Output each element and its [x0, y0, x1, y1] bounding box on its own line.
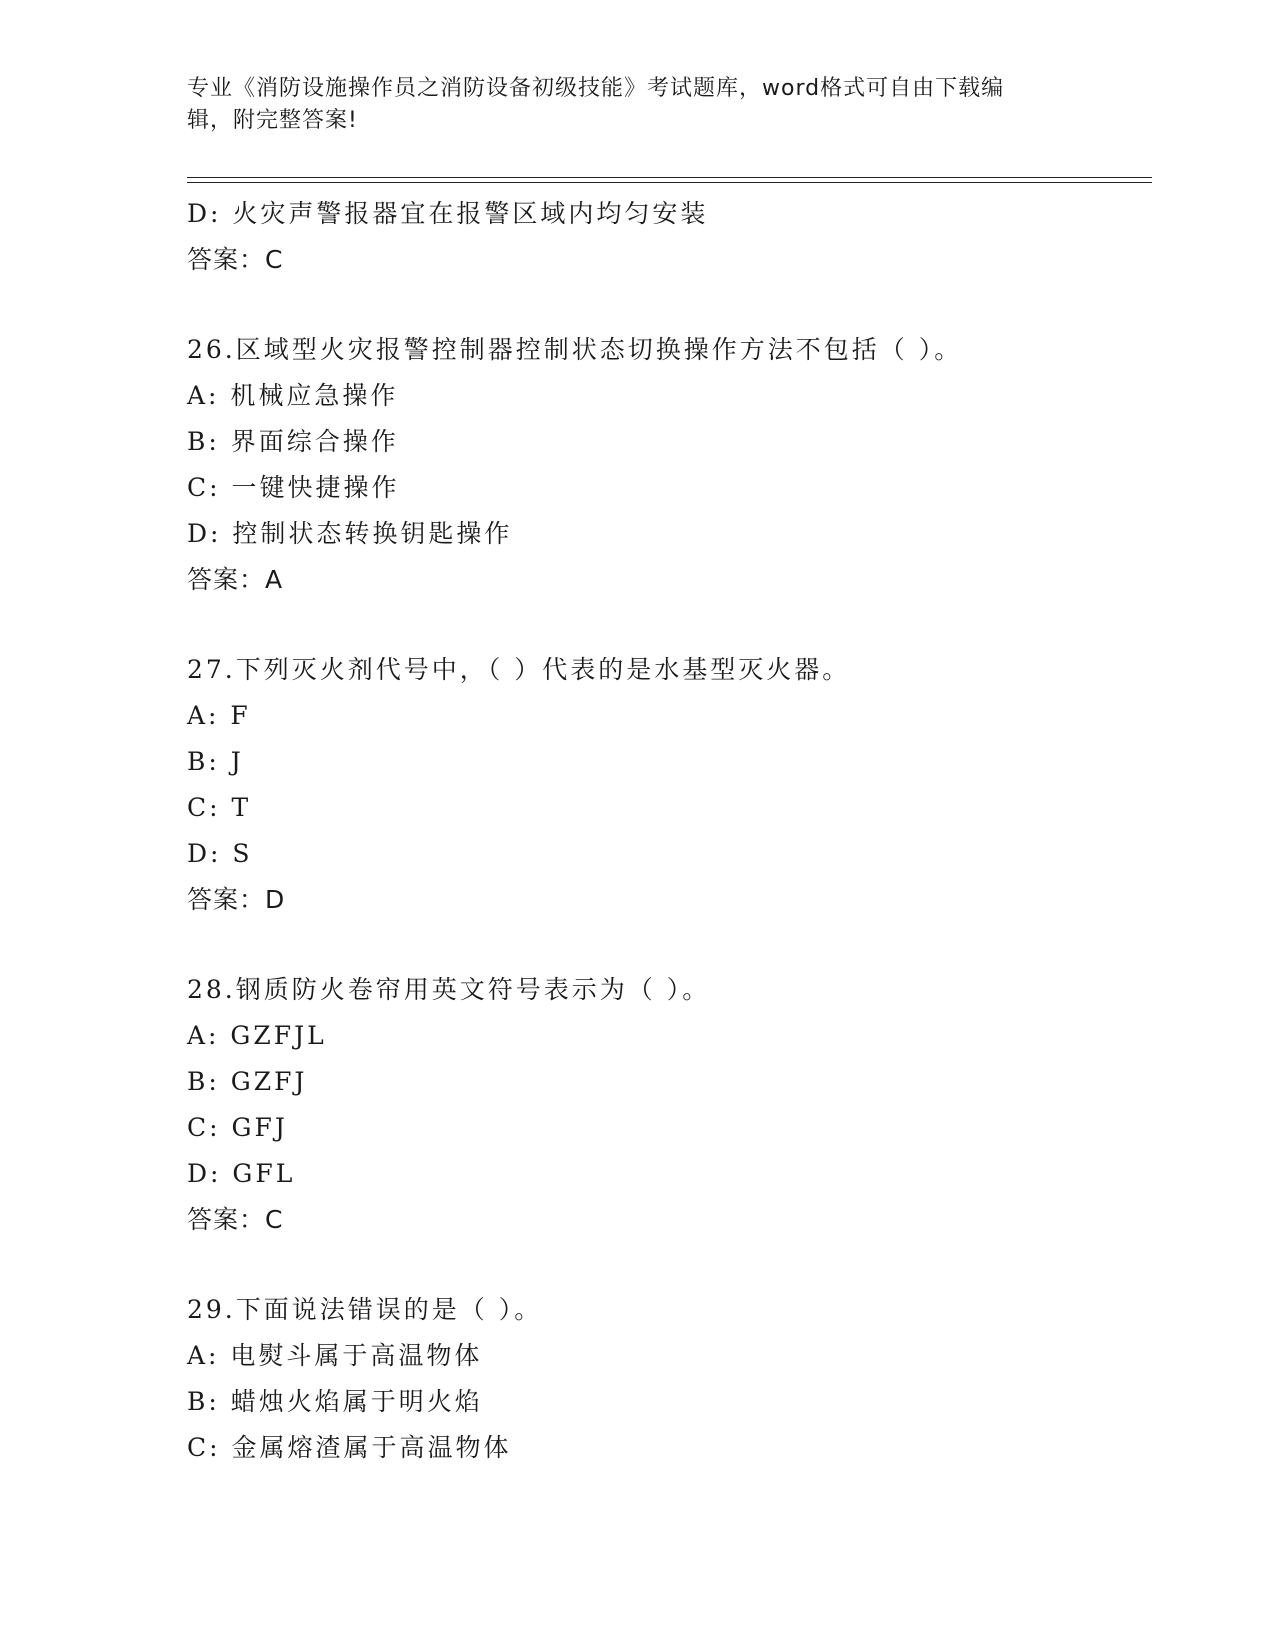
option-text: C: GFJ — [187, 1113, 288, 1142]
question-block — [187, 1287, 1152, 1471]
option-text: C: 金属熔渣属于高温物体 — [187, 1433, 512, 1462]
answer-text: 答案：C — [187, 245, 284, 274]
option-text: C: T — [187, 793, 252, 822]
option-text: D: S — [187, 839, 253, 868]
option-text: A: F — [187, 701, 251, 730]
option-text: A: 机械应急操作 — [187, 381, 399, 410]
header-divider-bottom — [187, 182, 1152, 183]
option-text: D: 控制状态转换钥匙操作 — [187, 519, 513, 548]
option-text: B: 蜡烛火焰属于明火焰 — [187, 1387, 483, 1416]
header-line-2: 辑，附完整答案! — [187, 108, 358, 133]
option-text: A: GZFJL — [187, 1021, 327, 1050]
question-text: 27.下列灭火剂代号中，（ ）代表的是水基型灭火器。 — [187, 655, 851, 684]
option-text: D: 火灾声警报器宜在报警区域内均匀安装 — [187, 199, 709, 228]
option-text: B: 界面综合操作 — [187, 427, 399, 456]
option-text: B: GZFJ — [187, 1067, 308, 1096]
question-block — [187, 327, 1152, 603]
answer-text: 答案：A — [187, 565, 284, 594]
option-text: C: 一键快捷操作 — [187, 473, 400, 502]
option-text: D: GFL — [187, 1159, 296, 1188]
answer-text: 答案：D — [187, 885, 286, 914]
header-divider-top — [187, 177, 1152, 178]
question-text: 29.下面说法错误的是（ ）。 — [187, 1295, 543, 1324]
option-text: A: 电熨斗属于高温物体 — [187, 1341, 483, 1370]
question-block — [187, 191, 1152, 283]
header-line-1: 专业《消防设施操作员之消防设备初级技能》考试题库，word格式可自由下载编 — [187, 76, 1005, 101]
question-text: 26.区域型火灾报警控制器控制状态切换操作方法不包括（ ）。 — [187, 335, 963, 364]
answer-text: 答案：C — [187, 1205, 284, 1234]
question-block — [187, 967, 1152, 1243]
option-text: B: J — [187, 747, 244, 776]
question-list — [187, 191, 1152, 1471]
question-block — [187, 647, 1152, 923]
question-text: 28.钢质防火卷帘用英文符号表示为（ ）。 — [187, 975, 711, 1004]
document-header — [187, 73, 1067, 137]
